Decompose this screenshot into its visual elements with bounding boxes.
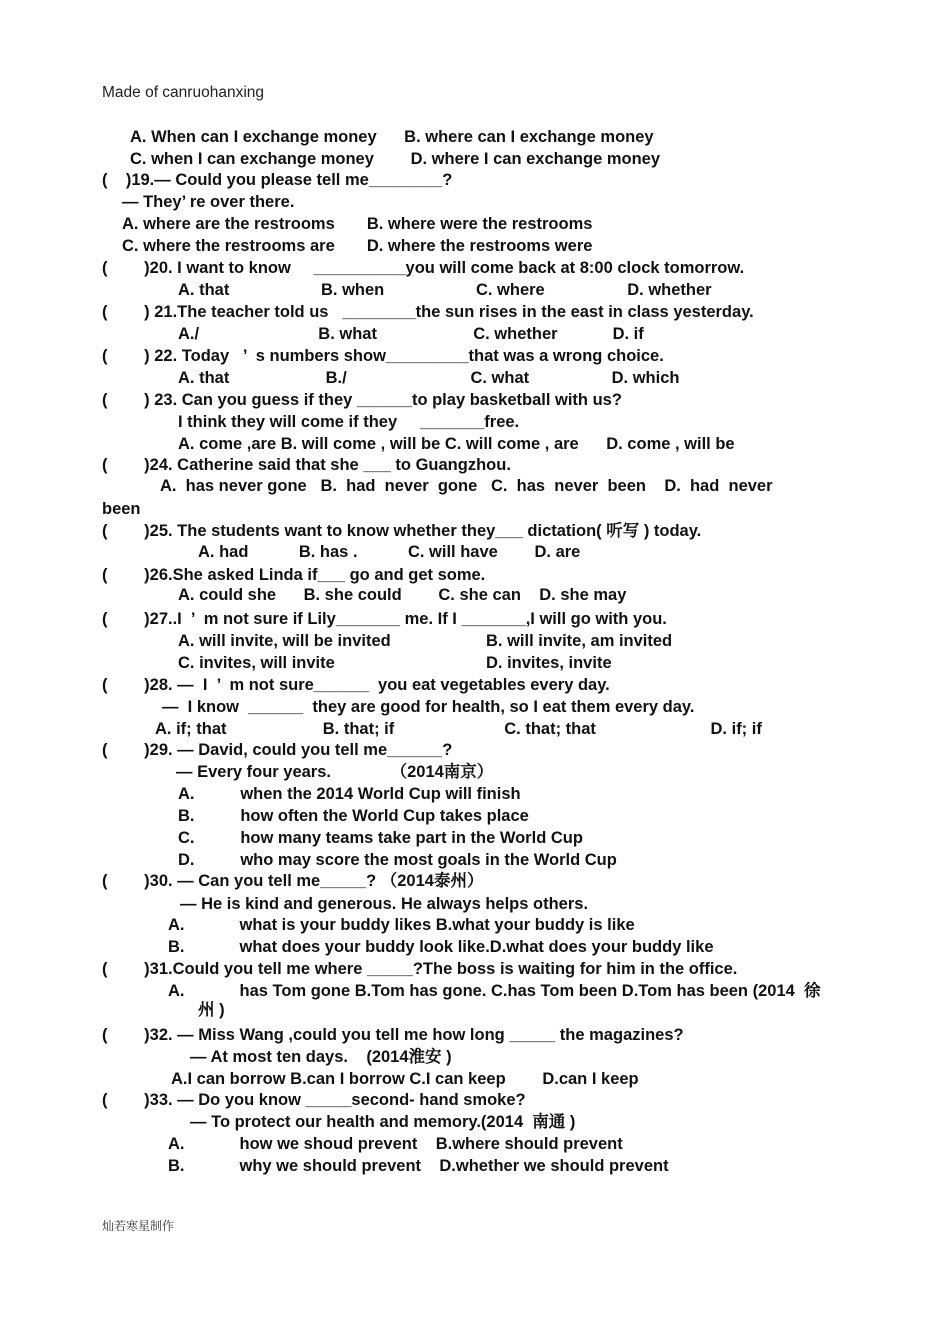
q28-response: — I know ______ they are good for health, so I eat them every day. [162,698,695,716]
q30-response: — He is kind and generous. He always helps others. [180,895,589,913]
q32-options: A.I can borrow B.can I borrow C.I can keep D.can I keep [171,1070,639,1088]
q19-stem: ( )19.— Could you please tell me________? [102,171,453,189]
q20-options: A. that B. when C. where D. whether [178,281,712,299]
q22-stem: ( ) 22. Today ’ s numbers show_________that was a wrong choice. [102,347,664,365]
q25-options: A. had B. has . C. will have D. are [198,543,581,561]
q27-stem: ( )27..I ’ m not sure if Lily_______ me. If I _______,I will go with you. [102,610,667,628]
q20-stem: ( )20. I want to know __________you will come back at 8:00 clock tomorrow. [102,259,745,277]
q33-stem: ( )33. — Do you know _____second- hand smoke? [102,1091,526,1109]
q22-options: A. that B./ C. what D. which [178,369,680,387]
q33-options-cd: B. why we should prevent D.whether we should prevent [168,1157,669,1175]
q29-option-c: C. how many teams take part in the World Cup [178,829,583,847]
q19-options-cd: C. where the restrooms are D. where the restrooms were [122,237,593,255]
q27-option-d: D. invites, invite [486,654,612,672]
q31-source-cont: 州 ) [198,1001,225,1019]
q27-option-b: B. will invite, am invited [486,632,673,650]
q26-stem: ( )26.She asked Linda if___ go and get some. [102,566,486,584]
q29-option-d: D. who may score the most goals in the World Cup [178,851,617,869]
q32-stem: ( )32. — Miss Wang ,could you tell me how long _____ the magazines? [102,1026,684,1044]
q19-options-ab: A. where are the restrooms B. where were the restrooms [122,215,593,233]
q21-options: A./ B. what C. whether D. if [178,325,644,343]
q33-options-ab: A. how we shoud prevent B.where should prevent [168,1135,623,1153]
q28-stem: ( )28. — I ’ m not sure______ you eat vegetables every day. [102,676,610,694]
q24-options-cont: been [102,500,141,518]
q30-options-ab: A. what is your buddy likes B.what your buddy is like [168,916,635,934]
q25-stem: ( )25. The students want to know whether they___ dictation( 听写 ) today. [102,522,702,540]
q30-options-cd: B. what does your buddy look like.D.what does your buddy like [168,938,714,956]
q29-response: — Every four years. （2014南京） [176,763,494,781]
q27-option-a: A. will invite, will be invited [178,632,391,650]
q23-stem: ( ) 23. Can you guess if they ______to play basketball with us? [102,391,622,409]
q29-option-a: A. when the 2014 World Cup will finish [178,785,521,803]
q30-stem: ( )30. — Can you tell me_____? （2014泰州） [102,872,484,890]
q18-options-ab: A. When can I exchange money B. where can I exchange money [130,128,654,146]
q29-stem: ( )29. — David, could you tell me______? [102,741,453,759]
q21-stem: ( ) 21.The teacher told us ________the sun rises in the east in class yesterday. [102,303,754,321]
q28-options: A. if; that B. that; if C. that; that D. if; if [155,720,762,738]
q31-options: A. has Tom gone B.Tom has gone. C.has Tom been D.Tom has been (2014 徐 [168,982,821,1000]
q33-response: — To protect our health and memory.(2014 南通 ) [190,1113,576,1131]
q32-response: — At most ten days. (2014淮安 ) [190,1048,452,1066]
q29-option-b: B. how often the World Cup takes place [178,807,529,825]
q26-options: A. could she B. she could C. she can D. she may [178,586,627,604]
q24-stem: ( )24. Catherine said that she ___ to Guangzhou. [102,456,511,474]
q31-stem: ( )31.Could you tell me where _____?The boss is waiting for him in the office. [102,960,738,978]
q24-options: A. has never gone B. had never gone C. has never been D. had never [160,477,773,495]
q19-response: — They’ re over there. [122,193,295,211]
page-header: Made of canruohanxing [102,84,265,101]
q27-option-c: C. invites, will invite [178,654,335,672]
page-footer: 灿若寒星制作 [102,1219,175,1233]
q23-stem-cont: I think they will come if they _______free. [178,413,520,431]
q23-options: A. come ,are B. will come , will be C. will come , are D. come , will be [178,435,735,453]
q18-options-cd: C. when I can exchange money D. where I can exchange money [130,150,661,168]
